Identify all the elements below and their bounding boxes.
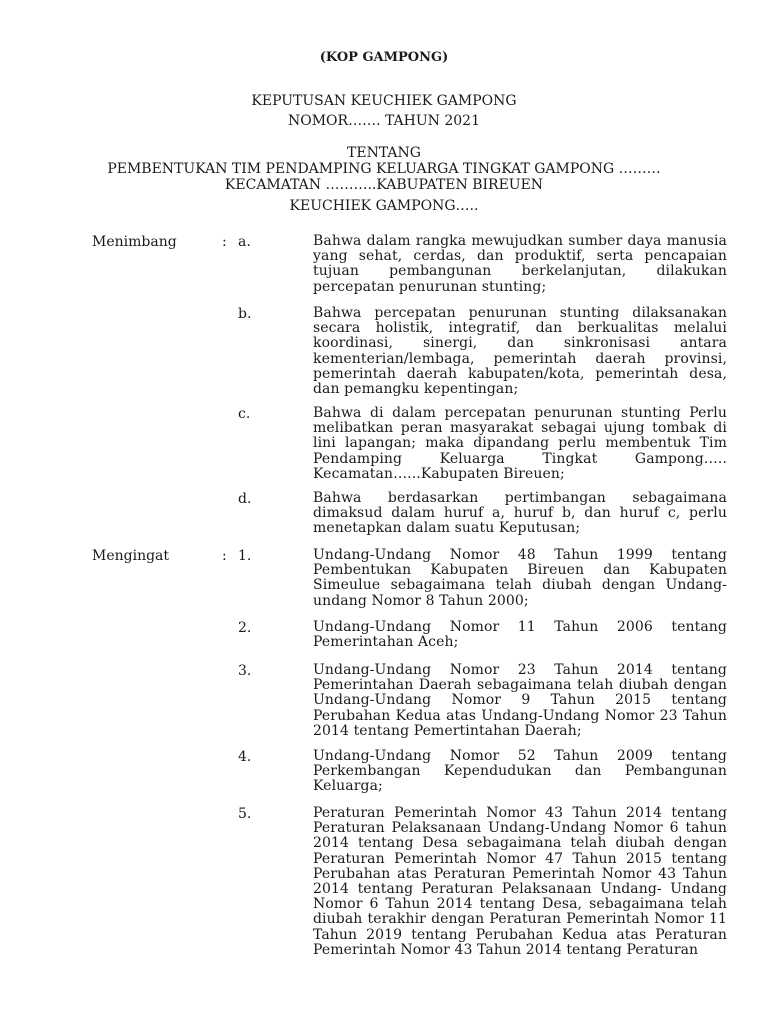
decree-title: KEPUTUSAN KEUCHIEK GAMPONG xyxy=(251,93,517,109)
subject-line-1: PEMBENTUKAN TIM PENDAMPING KELUARGA TINGKAT GAMPONG ……… xyxy=(107,161,661,177)
mengingat-marker-3: 3. xyxy=(238,663,252,679)
mengingat-item-4: Undang-Undang Nomor 52 Tahun 2009 tentang Perkembangan Kependudukan dan Pembangunan Keluarga; xyxy=(313,748,727,795)
menimbang-item-b: Bahwa percepatan penurunan stunting dilaksanakan secara holistik, integratif, dan berkualitas melalui koordinasi, sinergi, dan sinkronisasi antara kementerian/lembaga, pemerintah daerah provinsi, pemerintah daerah kabupaten/kota, pemerintah desa, dan pemangku kepentingan; xyxy=(313,305,727,398)
menimbang-marker-b: b. xyxy=(238,306,252,322)
subject-line-2: KECAMATAN ………..KABUPATEN BIREUEN xyxy=(224,177,544,193)
mengingat-item-5: Peraturan Pemerintah Nomor 43 Tahun 2014 tentang Peraturan Pelaksanaan Undang-Undang Nomor 6 tahun 2014 tentang Desa sebagaimana telah diubah dengan Peraturan Pemerintah Nomor 47 Tahun 2015 tentang Perubahan atas Peraturan Pemerintah Nomor 43 Tahun 2014 tentang Peraturan Pelaksanaan Undang- Undang Nomor 6 Tahun 2014 tentang Desa, sebagaimana telah diubah terakhir dengan Peraturan Pemerintah Nomor 11 Tahun 2019 tentang Perubahan Kedua atas Peraturan Pemerintah Nomor 43 Tahun 2014 tentang Peraturan xyxy=(313,805,727,958)
menimbang-label: Menimbang xyxy=(92,234,177,250)
mengingat-item-3: Undang-Undang Nomor 23 Tahun 2014 tentang Pemerintahan Daerah sebagaimana telah diubah dengan Undang-Undang Nomor 9 Tahun 2015 tentang Perubahan Kedua atas Undang-Undang Nomor 23 Tahun 2014 tentang Pemertintahan Daerah; xyxy=(313,662,727,739)
mengingat-marker-4: 4. xyxy=(238,749,252,765)
mengingat-marker-2: 2. xyxy=(238,620,252,636)
menimbang-item-d: Bahwa berdasarkan pertimbangan sebagaimana dimaksud dalam huruf a, huruf b, dan huruf c, perlu menetapkan dalam suatu Keputusan; xyxy=(313,490,727,537)
mengingat-marker-1: 1. xyxy=(238,548,252,564)
menimbang-item-a: Bahwa dalam rangka mewujudkan sumber daya manusia yang sehat, cerdas, dan produktif, serta pencapaian tujuan pembangunan berkelanjutan, dilakukan percepatan penurunan stunting; xyxy=(313,233,727,295)
mengingat-marker-5: 5. xyxy=(238,806,252,822)
signatory-heading: KEUCHIEK GAMPONG….. xyxy=(289,198,479,214)
mengingat-label: Mengingat xyxy=(92,548,170,564)
mengingat-item-2: Undang-Undang Nomor 11 Tahun 2006 tentang Pemerintahan Aceh; xyxy=(313,619,727,651)
menimbang-marker-c: c. xyxy=(238,406,251,422)
tentang-heading: TENTANG xyxy=(347,145,421,161)
menimbang-colon: : xyxy=(222,234,227,250)
menimbang-marker-d: d. xyxy=(238,491,252,507)
menimbang-item-c: Bahwa di dalam percepatan penurunan stunting Perlu melibatkan peran masyarakat sebagai ujung tombak di lini lapangan; maka dipandang perlu membentuk Tim Pendamping Keluarga Tingkat Gampong….. Kecamatan…...Kabupaten Bireuen; xyxy=(313,405,727,482)
menimbang-marker-a: a. xyxy=(238,234,251,250)
decree-number: NOMOR……. TAHUN 2021 xyxy=(287,113,480,129)
mengingat-colon: : xyxy=(222,548,227,564)
mengingat-item-1: Undang-Undang Nomor 48 Tahun 1999 tentang Pembentukan Kabupaten Bireuen dan Kabupaten Simeulue sebagaimana telah diubah dengan Undang-undang Nomor 8 Tahun 2000; xyxy=(313,547,727,609)
kop-gampong: (KOP GAMPONG) xyxy=(319,50,449,65)
